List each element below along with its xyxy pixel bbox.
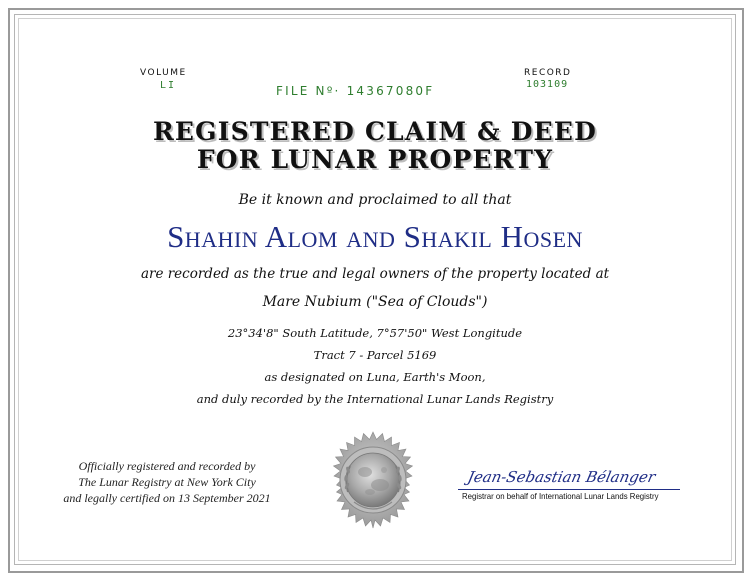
deed-title-line-1: REGISTERED CLAIM & DEED (152, 117, 598, 146)
owner-names: Shahin Alom and Shakil Hosen (167, 219, 583, 254)
tract-parcel: Tract 7 - Parcel 5169 (313, 348, 437, 362)
official-line-3: and legally certified on 13 September 2021 (63, 491, 271, 505)
file-number: FILE Nº· 14367080F (276, 84, 435, 98)
property-location: Mare Nubium ("Sea of Clouds") (262, 294, 488, 310)
record-value: 103109 (526, 79, 569, 90)
deed-title-line-2: FOR LUNAR PROPERTY (196, 145, 554, 174)
signature-line (458, 489, 680, 490)
official-line-1: Officially registered and recorded by (78, 459, 256, 473)
record-label: RECORD (524, 68, 572, 78)
signature-caption: Registrar on behalf of International Lunar Lands Registry (462, 491, 659, 501)
recorded-as-text: are recorded as the true and legal owners of the property located at (140, 266, 610, 282)
registry-text: and duly recorded by the International Lunar Lands Registry (196, 392, 554, 406)
volume-label: VOLUME (140, 68, 187, 78)
designation-text: as designated on Luna, Earth's Moon, (264, 370, 486, 384)
lunar-registry-seal-icon (318, 430, 428, 540)
volume-value: LI (160, 80, 177, 91)
registrar-signature: Jean-Sebastian Bélanger (466, 468, 658, 486)
property-coordinates: 23°34'8" South Latitude, 7°57'50" West Longitude (227, 326, 523, 340)
official-registration-block (52, 458, 282, 506)
official-line-2: The Lunar Registry at New York City (78, 475, 256, 489)
proclamation-text: Be it known and proclaimed to all that (238, 192, 512, 208)
